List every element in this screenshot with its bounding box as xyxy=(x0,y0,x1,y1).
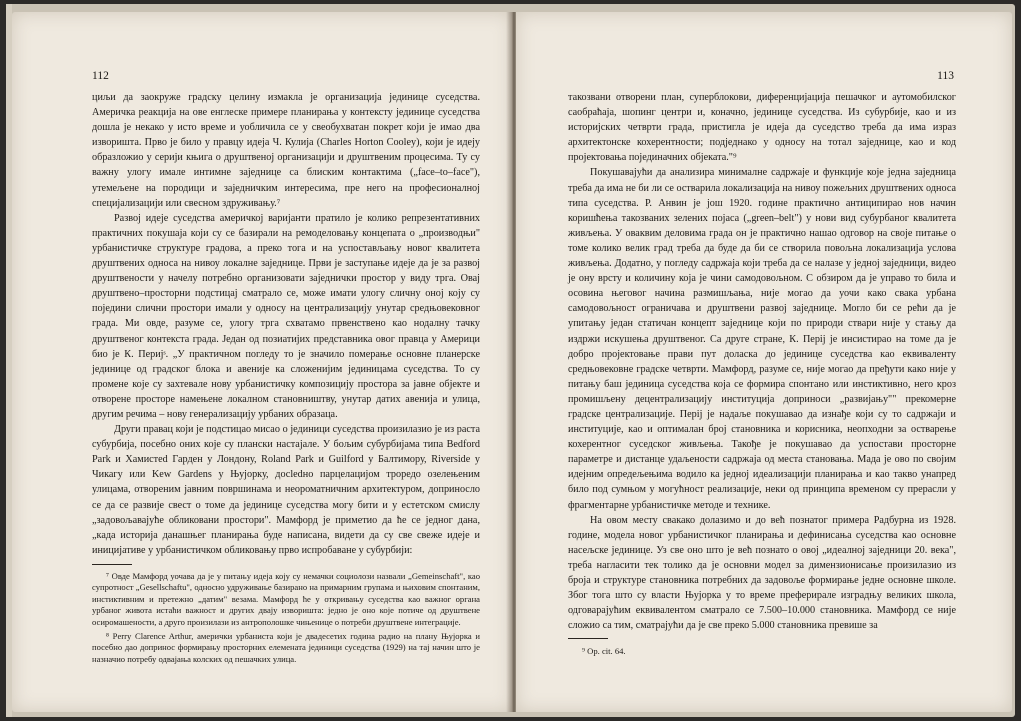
paragraph: Други правац који је подстицао мисао о јединици суседства произилазио је из раста субурбија, посебно оних које су плански настајале. У бољим субурбијама типа Bedford Park и Хамиcтеd Гарден у Лондону, Roland Park и Guilford у Балтимору, Riverside у Чикагу или Kew Gardens у Њујорку, досledно парцелацијом троредо озелењеним улицама, отвореним јавним површинама и неороматничним архитектуром, доприносло се да се развије свест о томе да јединице суседства могу бити и у естетском смислу „задовољавајуће обликовани простори". Мамфорд је приметио да ће се једног дана, „када историја данашњег планирања буде написана, видети да су све свеже идеје и иницијативе у урбанистичком обликовању прво испробаване у субурбији: xyxy=(92,424,480,556)
page-number-left: 112 xyxy=(92,70,109,82)
paragraph: На овом месту свакако долазимо и до већ познатог примера Радбурна из 1928. године, модела новог урбанистичког планирања и дефинисања суседства као основне насељске јединице. Уз све оно што је већ познато о овој „идеалној заједници 20. века", треба нагласити тек толико да је основни модел за димензионисање произилазио из броја и структуре становника потребних да задовоље формирање једне основне школе. Због тога што су власти Њујорка у то време преферирале изградњу великих школа, одговарајућим еквивалентом сматрало се 7.500–10.000 становника. Мамфорд се није сложио са тим, сматрајући да је све преко 5.000 становника превише за xyxy=(568,514,956,632)
paragraph: такозвани отворени план, суперблокови, диференцијација пешачког и аутомобилског саобраћаја, шопинг центри и, коначно, јединице суседства. Из субурбије, као и из историјских четврти града, пристигла је идеја да суседство треба да има израз архитектонске кохерентности; подједнако у односу на тотал заједнице, као и код пројектовања појединачних објеката."⁹ xyxy=(568,92,956,164)
left-page-body xyxy=(92,90,480,558)
left-footnotes xyxy=(92,571,480,668)
left-page xyxy=(12,12,512,712)
footnote-divider xyxy=(92,564,132,565)
paragraph: Покушавајући да анализира минималне садржаје и функције које једна заједница треба да има не би ли се остварила локализација на нивоу пожељних друштвених односа типа суседства. Р. Анвин је још 1920. године практично антиципирао нов начин коришћења такозваних зелених појаса („green–belt") у нови вид субурбаног квалитета живљења. У оваквим деловима града он је практично нашао одговор на своје питање о томе колико велик град треба да буде да би се створила повољна локализација услова живљења. Додатно, у погледу садржаја који треба да се налазе у једној заједници, видео је ону врсту и количину која је чини самодовољном. С обзиром да је управо то била и осовина његовог начина размишљања, није могао да уочи како свака урбана самодовољност ограничава и друштвени развој заједнице. Могло би се рећи да је упитању један статичан концепт заједнице који по природи ствари није у стању да издржи искушења друштвеног. Са друге стране, К. Перij је инсистирао на томе да је добро пројектовање прави пут доласка до јединице суседства као еквиваленту средњовековне градске четврти. Мамфорд, разуме се, није могао да пређути како није у питању баш јединица суседства која се формира спонтано или инстиктивно, него кроз промишљену децентрализацију институција доприноси „развијању"" прекомерне градске централизације. Перij је надаље покушавао да изнађе који су то садржаји и институције, као и оптималан број становника и корисника, неопходни за остварење кохерентног суседског живљења. Такође је покушавао да успостави просторне параметре и дистанце удаљености садржаја од места становања. Мада је ово по својим идејним опредељењима водило ка једној идеализацији планирања и као такво унапред било под сумњом у могућност реализације, неки од принципа временом су прерасли у фрагментарне урбанистичке методе и технике. xyxy=(568,167,956,511)
page-number-right: 113 xyxy=(937,70,954,82)
paragraph: циљи да заокружe градску целину измакла је организација јединице суседства. Америчка реакција на ове енглеске примере планирања у контексту јединице суседства дошла је некако у исто време и уобличила се у свеобухватан покрет који је имао два извoришта. Прво је било у правцу идеја Ч. Кулија (Charles Horton Cooley), који је идеју образложио у серији књига о друштвеној организацији и друштвеним процесима. Ту су важну улогу имале интимне заједнице са блиским контактима („face–to–face"), утемељене на породици и заједничким интересима, пре него на професионалној специјализацији или свесном здруживању.⁷ xyxy=(92,92,480,209)
footnote: ⁸ Perry Clarence Arthur, амерички урбаниста који је двадесетих година радио на плану Њујорка и посебно дао допринос формирању просторних елемената јединици суседства (1929) на тај начин што је назначио потребу одвајања колских од пешачких улица. xyxy=(92,631,480,664)
footnote: ⁹ Op. cit. 64. xyxy=(582,646,626,656)
book-spread xyxy=(6,4,1015,717)
right-footnotes xyxy=(568,646,956,660)
footnote: ⁷ Овде Мамфорд уочава да је у питању идеја коју су немачки социолози назвали „Gemeinschaft", као супротност „Gesellschaftu", односно удруживање базирано на примарним групама и њиховим спонтаним, инстиктивним и претежно „датим" везама. Мамфорд ће у откривању суседства као важног органа урбаног живота истаћи важност и других двају извoришта: једно је оно које потиче од друштвене осиромашености, а друго произилази из антрополошке чињенице о потреби друштвене интеграције. xyxy=(92,571,480,627)
right-page-body xyxy=(568,90,956,633)
footnote-divider xyxy=(568,638,608,639)
paragraph: Развој идеје суседства америчкој варијанти пратило је колико репрезентативних практичних покушаја који су се базирали на ремоделовању концепата о „производњи" урбанистичке структуре градова, а преко тога и на успостављању новог квалитета друштвених односа на нивоу локалне заједнице. Први је заступање идеје да је за развој друштвености у начелу потребно организовати заједнички простор у виду трга. Овај друштвено–просторни подстицај сматрало се, може имати улогу сличну оној коју су поједини слични простори имали у односу на централизацију унутар средњовековног града. Ми овде, разуме се, улогу трга схватамо првенствено као нодалну тачку друштвеног контекста града. Један од позиатијих представника овог правца у Америци био је К. Перијˢ. „У практичном погледу то је значило померање основне планерске јединице од градског блока и авеније ка сложенијим јединицама суседства. То су промене које су захтевале нову урбанистичку композицију простора за јавне објекте и отворене просторе намењене локалном становништву, унутар датих авенија и улица, другим речима – нову генерализацију урбаних образаца. xyxy=(92,212,480,420)
right-page xyxy=(516,12,1012,712)
